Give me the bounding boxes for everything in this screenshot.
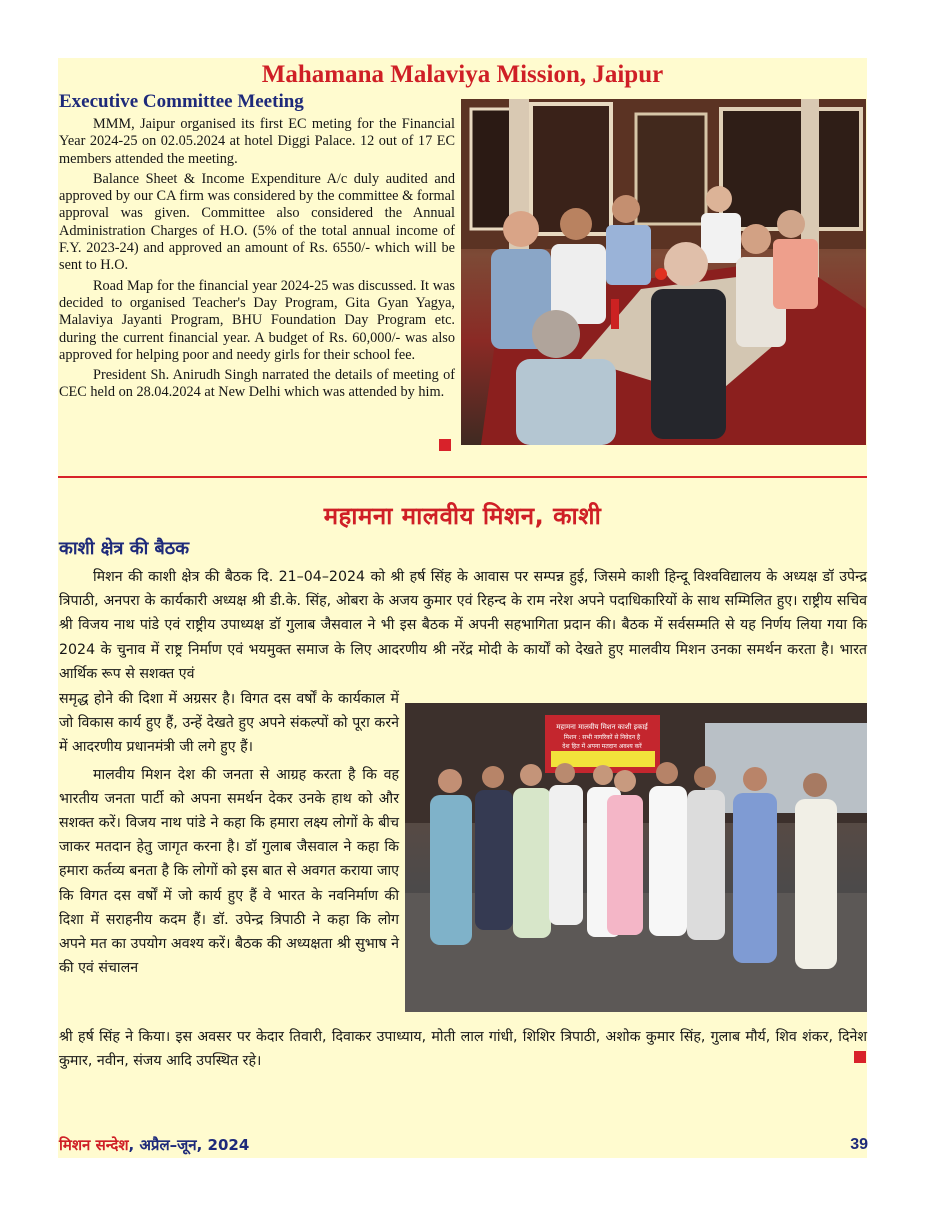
banner-line-3: देश हित में अपना मतदान अवश्य करें xyxy=(562,743,642,750)
section-title-kashi: महामना मालवीय मिशन, काशी xyxy=(323,502,602,530)
page-number: 39 xyxy=(850,1136,868,1153)
footer-issue: , अप्रैल–जून, 2024 xyxy=(128,1136,250,1154)
article-paragraph: MMM, Jaipur organised its first EC meting for the Financial Year 2024-25 on 02.05.2024 at hotel Diggi Palace. 12 out of 17 EC members attended the meeting. xyxy=(59,116,455,167)
footer-publication xyxy=(59,1134,249,1156)
article-column-left xyxy=(59,687,399,983)
section-title-jaipur: Mahamana Malaviya Mission, Jaipur xyxy=(261,61,664,88)
article-body-jaipur xyxy=(59,116,455,405)
article-paragraph-bottom xyxy=(59,1025,867,1073)
end-of-article-mark xyxy=(439,439,451,451)
section-subtitle-ec-meeting: Executive Committee Meeting xyxy=(59,91,304,112)
article-paragraph: श्री हर्ष सिंह ने किया। इस अवसर पर केदार तिवारी, दिवाकर उपाध्याय, मोती लाल गांधी, शिशिर त्रिपाठी, अशोक कुमार सिंह, गुलाब मौर्य, शिव शंकर, दिनेश कुमार, नवीन, संजय आदि उपस्थित रहे। xyxy=(59,1029,867,1070)
end-of-article-mark xyxy=(854,1051,866,1063)
banner-line-2: मिशन : सभी नागरिकों से निवेदन है xyxy=(563,734,641,741)
article-paragraph: मालवीय मिशन देश की जनता से आग्रह करता है कि वह भारतीय जनता पार्टी को अपना समर्थन देकर उनके हाथ को और सशक्त करें। विजय नाथ पांडे ने कहा कि हमारा लक्ष्य लोगों के बीच जाकर मतदान हेतु जागृत करना है। डॉ गुलाब जैसवाल ने कहा कि हमारा कर्तव्य बनता है कि लोगों को इस बात से अवगत कराया जाए कि विगत दस वर्षों में जो कार्य हुए हैं वे भारत के नवनिर्माण की दिशा में सराहनीय कदम हैं। डॉ. उपेन्द्र त्रिपाठी ने कहा कि लोग अपने मत का उपयोग अवश्य करें। बैठक की अध्यक्षता श्री सुभाष ने की एवं संचालन xyxy=(59,766,399,977)
article-paragraph: Road Map for the financial year 2024-25 was discussed. It was decided to organised Teacher's Day Program, Gita Gyan Yagya, Malaviya Jayanti Program, BHU Foundation Day Program etc. during the current financial year. A budget of Rs. 60,000/- was also approved for helping poor and needy girls for their school fee. xyxy=(59,277,455,363)
article-paragraph: समृद्ध होने की दिशा में अग्रसर है। विगत दस वर्षों के कार्यकाल में जो विकास कार्य हुए हैं, उन्हें देखते हुए अपने संकल्पों को पूरा करने में आदरणीय प्रधानमंत्री जी लगे हुए हैं। xyxy=(59,691,399,756)
banner-line-1: महामना मालवीय मिशन काशी इकाई xyxy=(556,723,648,731)
article-paragraph-full: मिशन की काशी क्षेत्र की बैठक दि. 21–04–2024 को श्री हर्ष सिंह के आवास पर सम्पन्न हुई, जिसमे काशी हिन्दू विश्वविद्यालय के अध्यक्ष डॉ उपेन्द्र त्रिपाठी, अनपरा के कार्यकारी अध्यक्ष श्री डी.के. सिंह, ओबरा के अजय कुमार एवं रिहन्द के राम नरेश अपने पदाधिकारियों के साथ सम्मिलित हुए। राष्ट्रीय सचिव श्री विजय नाथ पांडे एवं राष्ट्रीय उपाध्यक्ष डॉ गुलाब जैसवाल ने भी इस बैठक में अपनी सहभागिता प्रदान की। बैठक में सर्वसम्मति से यह निर्णय लिया गया कि 2024 के चुनाव में राष्ट्र निर्माण एवं भयमुक्त समाज के लिए आदरणीय श्री नरेंद्र मोदी के कार्यों को देखते हुए मालवीय मिशन उनका समर्थन करता है। भारत आर्थिक रूप से सशक्त एवं xyxy=(59,569,867,682)
article-paragraph: Balance Sheet & Income Expenditure A/c duly audited and approved by our CA firm was considered by the committee & formal approval was given. Committee also considered the Annual Administration Charges of H.O. (5% of the total annual income of F.Y. 2023-24) and approved an amount of Rs. 6550/- which will be sent to H.O. xyxy=(59,170,455,274)
section-divider xyxy=(58,476,867,478)
section-subtitle-kashi-meeting: काशी क्षेत्र की बैठक xyxy=(59,538,190,559)
meeting-photo-jaipur xyxy=(461,99,866,445)
footer-magazine-name: मिशन सन्देश xyxy=(59,1136,129,1154)
group-photo-kashi xyxy=(405,703,867,1012)
article-paragraph: President Sh. Anirudh Singh narrated the details of meeting of CEC held on 28.04.2024 at New Delhi which was attended by him. xyxy=(59,367,455,401)
